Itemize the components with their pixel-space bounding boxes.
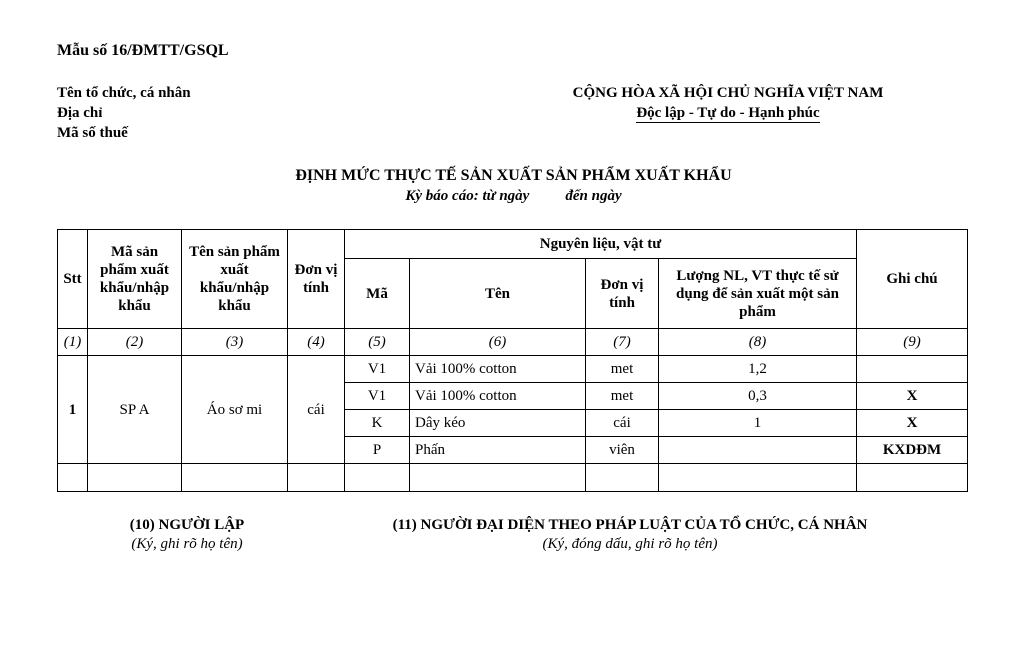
- material-name: Phấn: [410, 437, 586, 464]
- header-product-code: Mã sản phẩm xuất khẩu/nhập khẩu: [88, 230, 182, 329]
- index-cell: (7): [586, 329, 659, 356]
- preparer-title: (10) NGƯỜI LẬP: [129, 517, 245, 533]
- empty-cell: [288, 464, 345, 492]
- org-name-label: Tên tổ chức, cá nhân: [57, 85, 191, 101]
- material-amount: 1: [659, 410, 857, 437]
- material-note: X: [857, 410, 968, 437]
- material-unit: viên: [586, 437, 659, 464]
- empty-cell: [410, 464, 586, 492]
- material-amount: [659, 437, 857, 464]
- index-cell: (6): [410, 329, 586, 356]
- material-name: Vải 100% cotton: [410, 356, 586, 383]
- header-material-name: Tên: [410, 259, 586, 329]
- norm-table: [57, 229, 968, 492]
- material-note: [857, 356, 968, 383]
- nation-motto: Độc lập - Tự do - Hạnh phúc: [636, 105, 820, 121]
- header-stt: Stt: [58, 230, 88, 329]
- material-amount: 0,3: [659, 383, 857, 410]
- empty-cell: [345, 464, 410, 492]
- material-unit: met: [586, 356, 659, 383]
- header-material-amount: Lượng NL, VT thực tế sử dụng để sản xuất một sản phẩm: [659, 259, 857, 329]
- empty-row: [58, 464, 968, 492]
- nation-title: CỘNG HÒA XÃ HỘI CHỦ NGHĨA VIỆT NAM: [572, 85, 884, 101]
- header-row-1: [58, 230, 968, 259]
- product-stt: 1: [58, 356, 88, 464]
- empty-cell: [58, 464, 88, 492]
- material-name: Vải 100% cotton: [410, 383, 586, 410]
- org-address-label: Địa chỉ: [57, 105, 103, 121]
- material-code: P: [345, 437, 410, 464]
- header-unit: Đơn vị tính: [288, 230, 345, 329]
- material-note: KXDĐM: [857, 437, 968, 464]
- preparer-signature-block: [97, 517, 277, 553]
- report-period: [0, 188, 1027, 205]
- empty-cell: [586, 464, 659, 492]
- product-code: SP A: [88, 356, 182, 464]
- period-to: đến ngày: [565, 188, 622, 204]
- material-name: Dây kéo: [410, 410, 586, 437]
- material-unit: met: [586, 383, 659, 410]
- header-material-code: Mã: [345, 259, 410, 329]
- empty-cell: [659, 464, 857, 492]
- material-code: V1: [345, 356, 410, 383]
- form-code: Mẫu số 16/ĐMTT/GSQL: [57, 42, 229, 59]
- representative-subtitle: (Ký, đóng dấu, ghi rõ họ tên): [542, 536, 718, 552]
- index-cell: (3): [182, 329, 288, 356]
- empty-cell: [182, 464, 288, 492]
- material-code: K: [345, 410, 410, 437]
- empty-cell: [88, 464, 182, 492]
- empty-cell: [857, 464, 968, 492]
- header-material-unit: Đơn vị tính: [586, 259, 659, 329]
- preparer-subtitle: (Ký, ghi rõ họ tên): [131, 536, 243, 552]
- header-note: Ghi chú: [857, 230, 968, 329]
- material-amount: 1,2: [659, 356, 857, 383]
- index-cell: (4): [288, 329, 345, 356]
- product-unit: cái: [288, 356, 345, 464]
- table-row: [58, 356, 968, 383]
- material-note: X: [857, 383, 968, 410]
- index-row: [58, 329, 968, 356]
- org-tax-label: Mã số thuế: [57, 125, 128, 141]
- material-unit: cái: [586, 410, 659, 437]
- material-code: V1: [345, 383, 410, 410]
- index-cell: (5): [345, 329, 410, 356]
- period-from: Kỳ báo cáo: từ ngày: [405, 188, 530, 204]
- nation-motto-wrap: [547, 105, 909, 122]
- index-cell: (9): [857, 329, 968, 356]
- index-cell: (2): [88, 329, 182, 356]
- document-title: ĐỊNH MỨC THỰC TẾ SẢN XUẤT SẢN PHẨM XUẤT KHẨU: [295, 167, 732, 184]
- header-product-name: Tên sản phẩm xuất khẩu/nhập khẩu: [182, 230, 288, 329]
- index-cell: (8): [659, 329, 857, 356]
- header-materials-group: Nguyên liệu, vật tư: [345, 230, 857, 259]
- representative-title: (11) NGƯỜI ĐẠI DIỆN THEO PHÁP LUẬT CỦA TỔ CHỨC, CÁ NHÂN: [392, 517, 868, 533]
- index-cell: (1): [58, 329, 88, 356]
- representative-signature-block: [340, 517, 920, 553]
- product-name: Áo sơ mi: [182, 356, 288, 464]
